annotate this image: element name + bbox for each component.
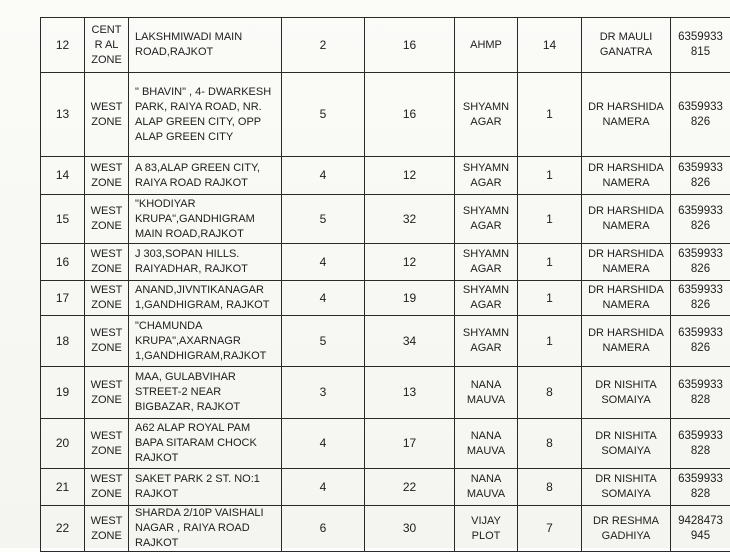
count-a-cell: 4 <box>282 419 365 469</box>
doctor-cell: DR HARSHIDA NAMERA <box>582 244 671 281</box>
zone-cell: WEST ZONE <box>85 157 129 195</box>
mobile-cell: 9428473945 <box>671 506 730 552</box>
count-b-cell: 13 <box>365 367 455 419</box>
count-a-cell: 4 <box>282 244 365 281</box>
ward-cell: 1 <box>518 281 582 316</box>
ward-cell: 7 <box>518 506 582 552</box>
count-b-cell: 19 <box>365 281 455 316</box>
area-cell: NANA MAUVA <box>455 419 518 469</box>
serial-number: 15 <box>41 195 85 244</box>
zone-cell: WEST ZONE <box>85 316 129 367</box>
count-b-cell: 34 <box>365 316 455 367</box>
zone-cell: WEST ZONE <box>85 506 129 552</box>
serial-number: 19 <box>41 367 85 419</box>
ward-cell: 8 <box>518 419 582 469</box>
address-cell: "CHAMUNDA KRUPA",AXARNAGR 1,GANDHIGRAM,RAJKOT <box>129 316 282 367</box>
ward-cell: 1 <box>518 195 582 244</box>
serial-number: 17 <box>41 281 85 316</box>
serial-number: 21 <box>41 469 85 506</box>
address-cell: SAKET PARK 2 ST. NO:1 RAJKOT <box>129 469 282 506</box>
serial-number: 16 <box>41 244 85 281</box>
count-a-cell: 4 <box>282 469 365 506</box>
address-cell: SHARDA 2/10P VAISHALI NAGAR , RAIYA ROAD RAJKOT <box>129 506 282 552</box>
serial-number: 12 <box>41 18 85 73</box>
count-a-cell: 5 <box>282 73 365 157</box>
address-cell: "KHODIYAR KRUPA",GANDHIGRAM MAIN ROAD,RAJKOT <box>129 195 282 244</box>
zone-cell: CENTR AL ZONE <box>85 18 129 73</box>
mobile-cell: 6359933826 <box>671 73 730 157</box>
mobile-cell: 6359933815 <box>671 18 730 73</box>
doctor-cell: DR MAULI GANATRA <box>582 18 671 73</box>
mobile-cell: 6359933826 <box>671 281 730 316</box>
zone-cell: WEST ZONE <box>85 469 129 506</box>
serial-number: 22 <box>41 506 85 552</box>
area-cell: SHYAMN AGAR <box>455 244 518 281</box>
zone-cell: WEST ZONE <box>85 367 129 419</box>
table-row <box>41 469 730 506</box>
mobile-cell: 6359933828 <box>671 469 730 506</box>
ward-cell: 1 <box>518 157 582 195</box>
zone-cell: WEST ZONE <box>85 419 129 469</box>
mobile-cell: 6359933828 <box>671 419 730 469</box>
doctor-cell: DR HARSHIDA NAMERA <box>582 157 671 195</box>
serial-number: 20 <box>41 419 85 469</box>
count-b-cell: 32 <box>365 195 455 244</box>
doctor-cell: DR RESHMA GADHIYA <box>582 506 671 552</box>
count-a-cell: 4 <box>282 157 365 195</box>
address-cell: A 83,ALAP GREEN CITY, RAIYA ROAD RAJKOT <box>129 157 282 195</box>
ward-cell: 14 <box>518 18 582 73</box>
area-cell: SHYAMN AGAR <box>455 316 518 367</box>
zone-cell: WEST ZONE <box>85 281 129 316</box>
zone-doctor-table <box>40 17 730 552</box>
mobile-cell: 6359933826 <box>671 244 730 281</box>
serial-number: 14 <box>41 157 85 195</box>
address-cell: MAA, GULABVIHAR STREET-2 NEAR BIGBAZAR, RAJKOT <box>129 367 282 419</box>
count-a-cell: 4 <box>282 281 365 316</box>
count-b-cell: 30 <box>365 506 455 552</box>
count-a-cell: 5 <box>282 195 365 244</box>
count-a-cell: 3 <box>282 367 365 419</box>
area-cell: SHYAMN AGAR <box>455 73 518 157</box>
doctor-cell: DR HARSHIDA NAMERA <box>582 73 671 157</box>
doctor-cell: DR HARSHIDA NAMERA <box>582 195 671 244</box>
address-cell: A62 ALAP ROYAL PAM BAPA SITARAM CHOCK RAJKOT <box>129 419 282 469</box>
doctor-cell: DR NISHITA SOMAIYA <box>582 469 671 506</box>
table-row <box>41 244 730 281</box>
count-a-cell: 2 <box>282 18 365 73</box>
count-b-cell: 16 <box>365 18 455 73</box>
mobile-cell: 6359933828 <box>671 367 730 419</box>
doctor-cell: DR NISHITA SOMAIYA <box>582 419 671 469</box>
doctor-cell: DR HARSHIDA NAMERA <box>582 316 671 367</box>
count-b-cell: 17 <box>365 419 455 469</box>
table-row <box>41 73 730 157</box>
doctor-cell: DR NISHITA SOMAIYA <box>582 367 671 419</box>
area-cell: NANA MAUVA <box>455 469 518 506</box>
count-b-cell: 16 <box>365 73 455 157</box>
count-b-cell: 22 <box>365 469 455 506</box>
ward-cell: 1 <box>518 73 582 157</box>
zone-cell: WEST ZONE <box>85 73 129 157</box>
mobile-cell: 6359933826 <box>671 157 730 195</box>
table-row <box>41 506 730 552</box>
zone-cell: WEST ZONE <box>85 195 129 244</box>
ward-cell: 8 <box>518 367 582 419</box>
table-row <box>41 18 730 73</box>
doctor-cell: DR HARSHIDA NAMERA <box>582 281 671 316</box>
mobile-cell: 6359933826 <box>671 316 730 367</box>
table-row <box>41 367 730 419</box>
mobile-cell: 6359933826 <box>671 195 730 244</box>
address-cell: " BHAVIN" , 4- DWARKESH PARK, RAIYA ROAD, NR. ALAP GREEN CITY, OPP ALAP GREEN CITY <box>129 73 282 157</box>
area-cell: SHYAMN AGAR <box>455 281 518 316</box>
count-b-cell: 12 <box>365 244 455 281</box>
serial-number: 18 <box>41 316 85 367</box>
table-row <box>41 316 730 367</box>
count-a-cell: 5 <box>282 316 365 367</box>
address-cell: ANAND,JIVNTIKANAGAR 1,GANDHIGRAM, RAJKOT <box>129 281 282 316</box>
count-a-cell: 6 <box>282 506 365 552</box>
serial-number: 13 <box>41 73 85 157</box>
table-row <box>41 281 730 316</box>
table-row <box>41 419 730 469</box>
ward-cell: 1 <box>518 244 582 281</box>
table-body <box>41 18 730 552</box>
area-cell: SHYAMN AGAR <box>455 157 518 195</box>
count-b-cell: 12 <box>365 157 455 195</box>
area-cell: NANA MAUVA <box>455 367 518 419</box>
area-cell: AHMP <box>455 18 518 73</box>
address-cell: LAKSHMIWADI MAIN ROAD,RAJKOT <box>129 18 282 73</box>
address-cell: J 303,SOPAN HILLS. RAIYADHAR, RAJKOT <box>129 244 282 281</box>
ward-cell: 1 <box>518 316 582 367</box>
ward-cell: 8 <box>518 469 582 506</box>
area-cell: SHYAMN AGAR <box>455 195 518 244</box>
table-row <box>41 195 730 244</box>
zone-cell: WEST ZONE <box>85 244 129 281</box>
area-cell: VIJAY PLOT <box>455 506 518 552</box>
table-row <box>41 157 730 195</box>
